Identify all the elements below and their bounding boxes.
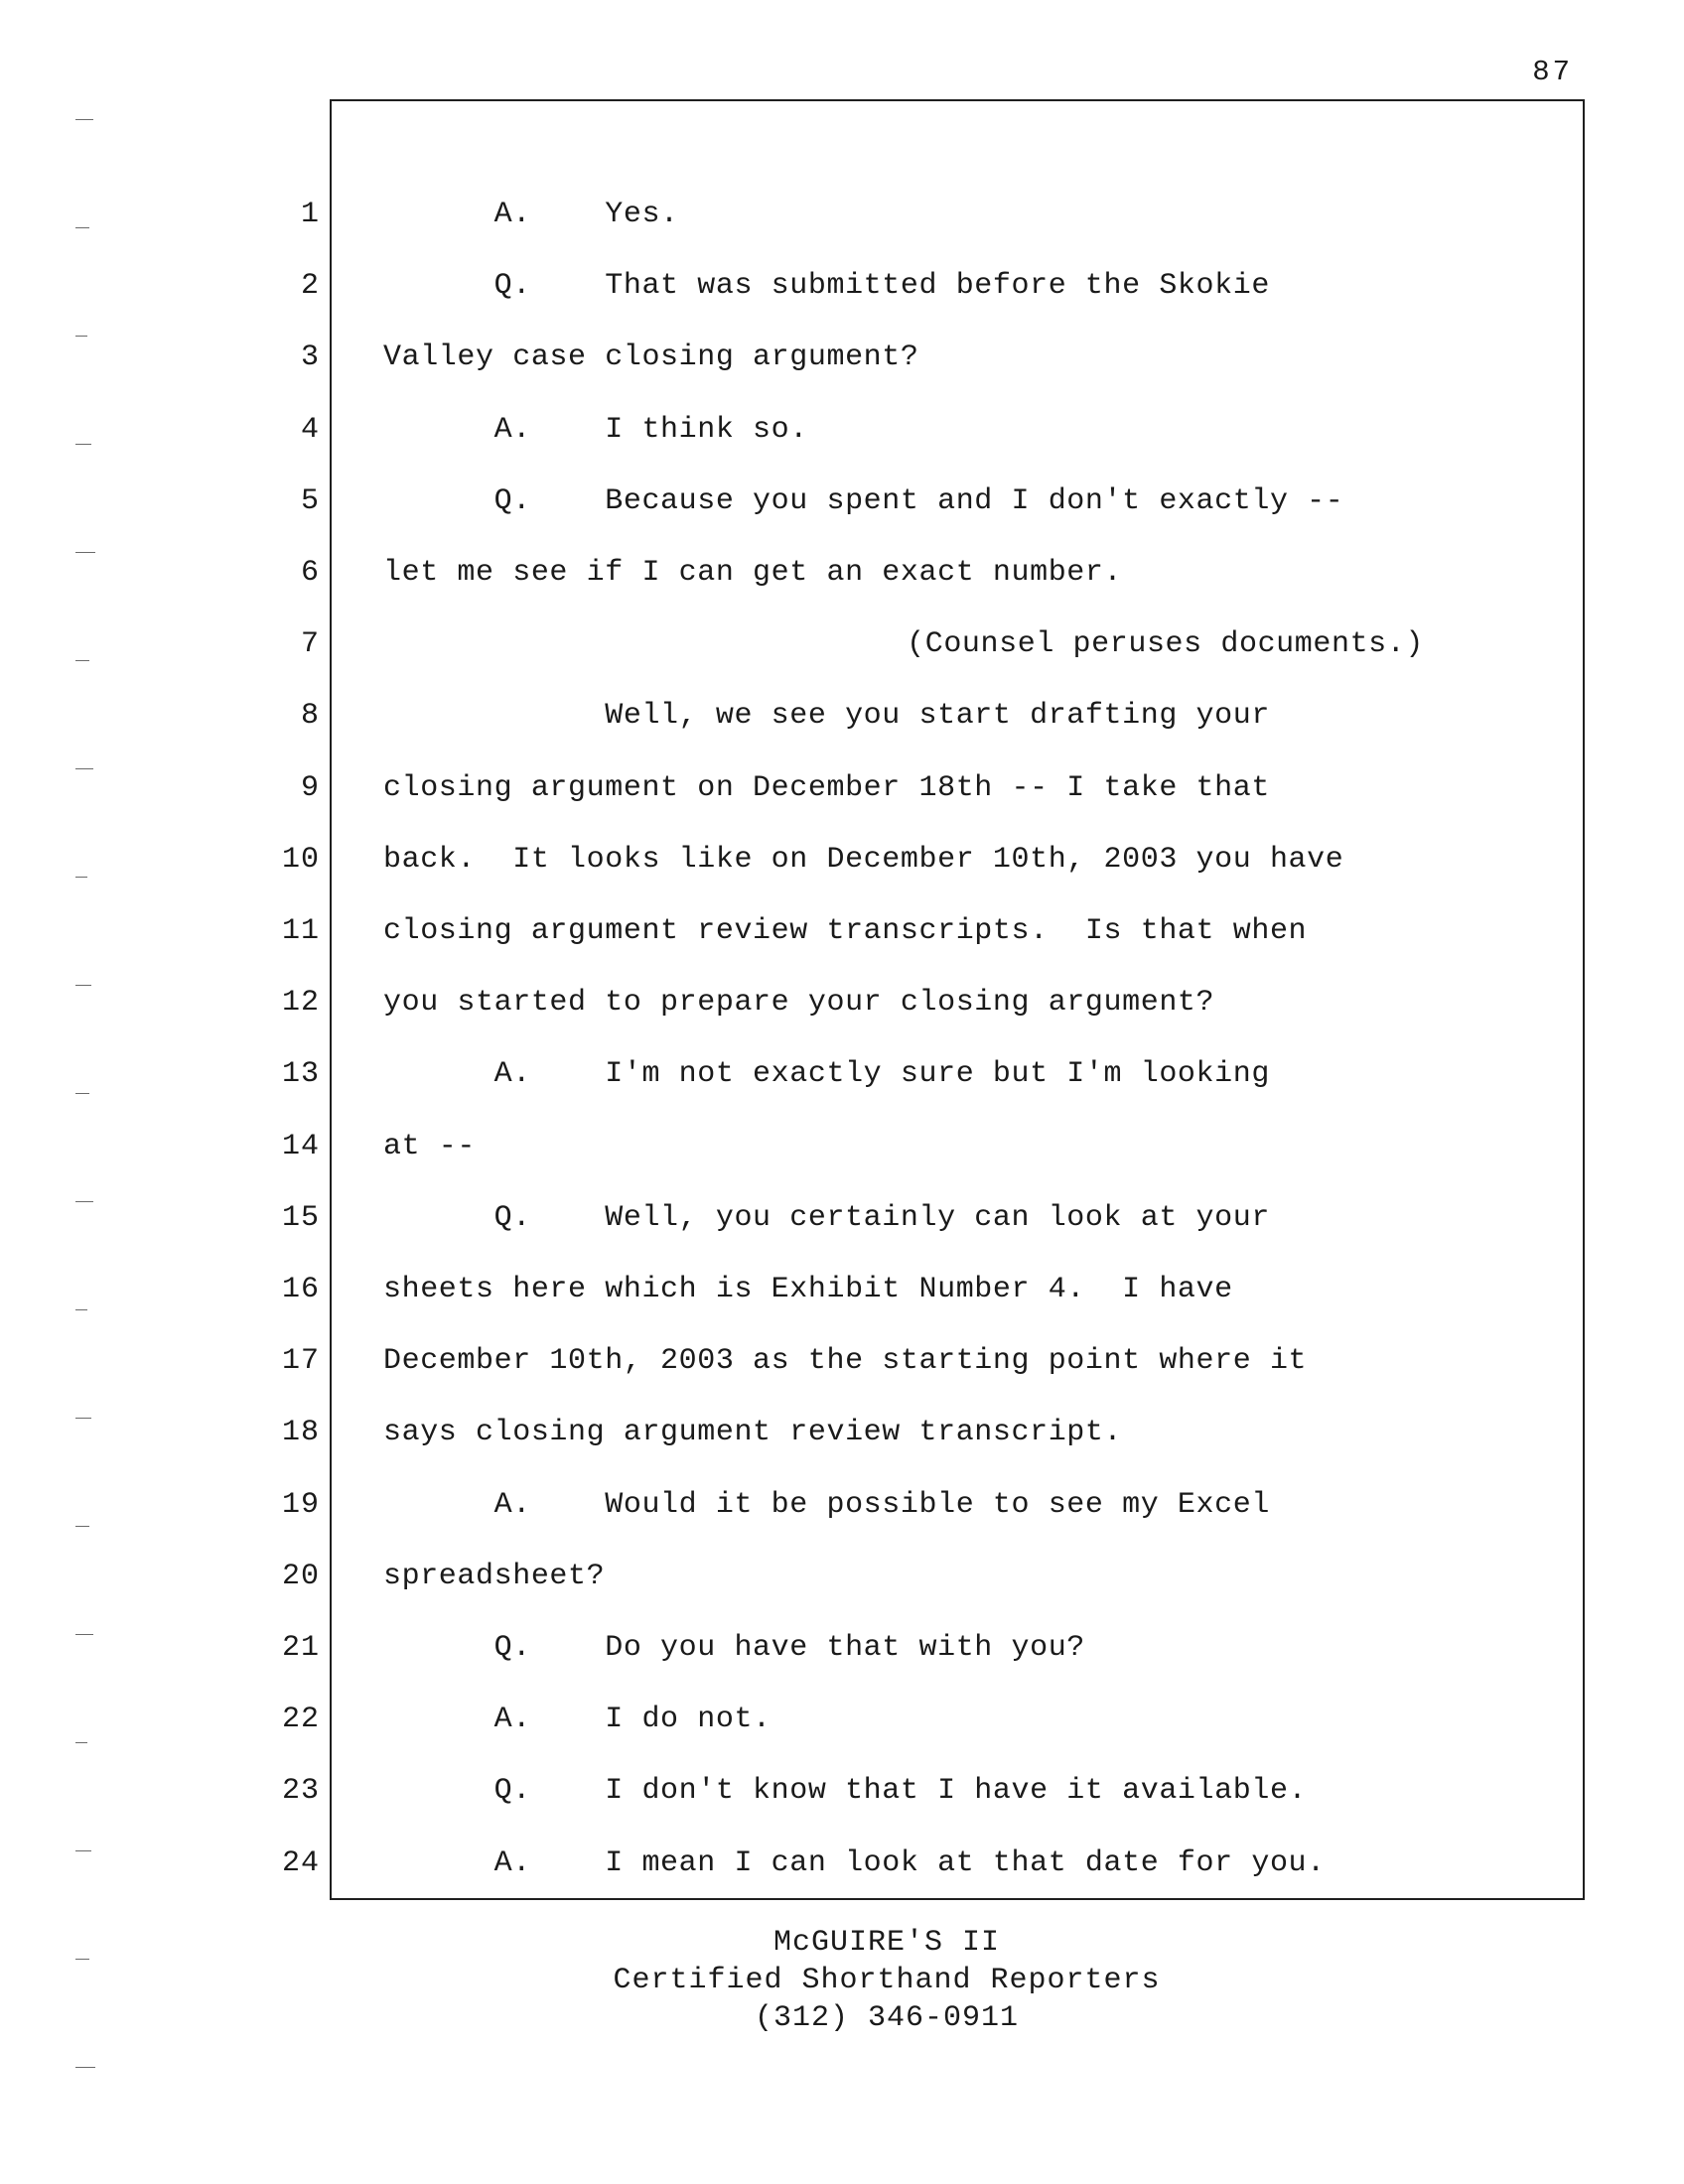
transcript-line bbox=[0, 1485, 1609, 1525]
line-number: 6 bbox=[300, 556, 320, 590]
page-number: 87 bbox=[1532, 56, 1573, 88]
line-text: A. Yes. bbox=[383, 198, 679, 231]
line-number: 7 bbox=[300, 627, 320, 662]
line-text: back. It looks like on December 10th, 2003 you have bbox=[383, 842, 1344, 877]
reporter-firm-name: McGUIRE'S II bbox=[772, 1926, 1001, 1960]
transcript-line bbox=[0, 1413, 1609, 1452]
margin-mark bbox=[75, 1742, 87, 1743]
transcript-line bbox=[0, 696, 1609, 736]
line-text: A. I think so. bbox=[383, 412, 808, 447]
line-number: 14 bbox=[281, 1129, 320, 1163]
line-text: A. Would it be possible to see my Excel bbox=[383, 1487, 1270, 1522]
line-text: Well, we see you start drafting your bbox=[383, 699, 1270, 734]
transcript-line bbox=[0, 911, 1609, 951]
transcript-line bbox=[0, 983, 1609, 1023]
line-text: December 10th, 2003 as the starting point where it bbox=[383, 1344, 1308, 1379]
line-text: (Counsel peruses documents.) bbox=[907, 627, 1424, 662]
line-text: let me see if I can get an exact number. bbox=[383, 556, 1123, 590]
transcript-line bbox=[0, 1341, 1609, 1381]
transcript-line bbox=[0, 1843, 1609, 1883]
line-text: closing argument review transcripts. Is that when bbox=[383, 914, 1308, 948]
line-number: 20 bbox=[281, 1559, 320, 1593]
line-number: 13 bbox=[281, 1057, 320, 1092]
line-number: 3 bbox=[300, 341, 320, 375]
line-number: 23 bbox=[281, 1774, 320, 1809]
line-number: 24 bbox=[281, 1845, 320, 1880]
transcript-line bbox=[0, 1198, 1609, 1238]
line-number: 17 bbox=[281, 1344, 320, 1379]
line-text: you started to prepare your closing argument? bbox=[383, 986, 1215, 1021]
line-number: 10 bbox=[281, 842, 320, 877]
line-text: Q. I don't know that I have it available. bbox=[383, 1774, 1308, 1809]
line-text: Q. Do you have that with you? bbox=[383, 1631, 1085, 1665]
line-number: 15 bbox=[281, 1200, 320, 1235]
transcript-line bbox=[0, 768, 1609, 808]
line-number: 8 bbox=[300, 699, 320, 734]
transcript-line bbox=[0, 1127, 1609, 1166]
line-text: sheets here which is Exhibit Number 4. I have bbox=[383, 1273, 1233, 1306]
transcript-line bbox=[0, 1700, 1609, 1739]
line-text: Q. Well, you certainly can look at your bbox=[383, 1200, 1270, 1235]
line-number: 5 bbox=[300, 483, 320, 518]
line-text: says closing argument review transcript. bbox=[383, 1416, 1123, 1450]
line-text: Valley case closing argument? bbox=[383, 341, 919, 375]
line-number: 21 bbox=[281, 1631, 320, 1665]
transcript-line bbox=[0, 195, 1609, 234]
transcript-line bbox=[0, 553, 1609, 593]
line-text: Q. That was submitted before the Skokie bbox=[383, 269, 1270, 304]
margin-mark bbox=[75, 1526, 89, 1527]
line-text: A. I do not. bbox=[383, 1703, 772, 1737]
transcript-line bbox=[0, 1771, 1609, 1811]
line-text: Q. Because you spent and I don't exactly -- bbox=[383, 483, 1344, 518]
line-number: 16 bbox=[281, 1273, 320, 1306]
transcript-line bbox=[0, 266, 1609, 306]
transcript-line bbox=[0, 1557, 1609, 1596]
line-text: A. I mean I can look at that date for you. bbox=[383, 1845, 1326, 1880]
transcript-line bbox=[0, 338, 1609, 377]
line-number: 22 bbox=[281, 1703, 320, 1737]
line-number: 19 bbox=[281, 1487, 320, 1522]
line-number: 12 bbox=[281, 986, 320, 1021]
line-text: at -- bbox=[383, 1129, 477, 1163]
line-number: 9 bbox=[300, 770, 320, 805]
reporter-firm-subtitle: Certified Shorthand Reporters bbox=[613, 1964, 1161, 1997]
line-number: 18 bbox=[281, 1416, 320, 1450]
line-text: spreadsheet? bbox=[383, 1559, 606, 1593]
transcript-line bbox=[0, 1628, 1609, 1668]
line-number: 2 bbox=[300, 269, 320, 304]
line-number: 1 bbox=[300, 198, 320, 231]
margin-mark bbox=[75, 119, 93, 120]
margin-mark bbox=[75, 2067, 95, 2068]
footer bbox=[0, 1924, 1684, 2037]
margin-mark bbox=[75, 1309, 87, 1310]
transcript-line bbox=[0, 481, 1609, 521]
margin-mark bbox=[75, 336, 87, 337]
line-number: 4 bbox=[300, 412, 320, 447]
transcript-line bbox=[0, 840, 1609, 880]
line-number: 11 bbox=[281, 914, 320, 948]
transcript-line bbox=[0, 1054, 1609, 1094]
line-text: A. I'm not exactly sure but I'm looking bbox=[383, 1057, 1270, 1092]
transcript-line bbox=[0, 624, 1609, 664]
line-text: closing argument on December 18th -- I take that bbox=[383, 770, 1270, 805]
reporter-phone: (312) 346-0911 bbox=[754, 2001, 1020, 2035]
transcript-line bbox=[0, 410, 1609, 450]
transcript-line bbox=[0, 1270, 1609, 1309]
